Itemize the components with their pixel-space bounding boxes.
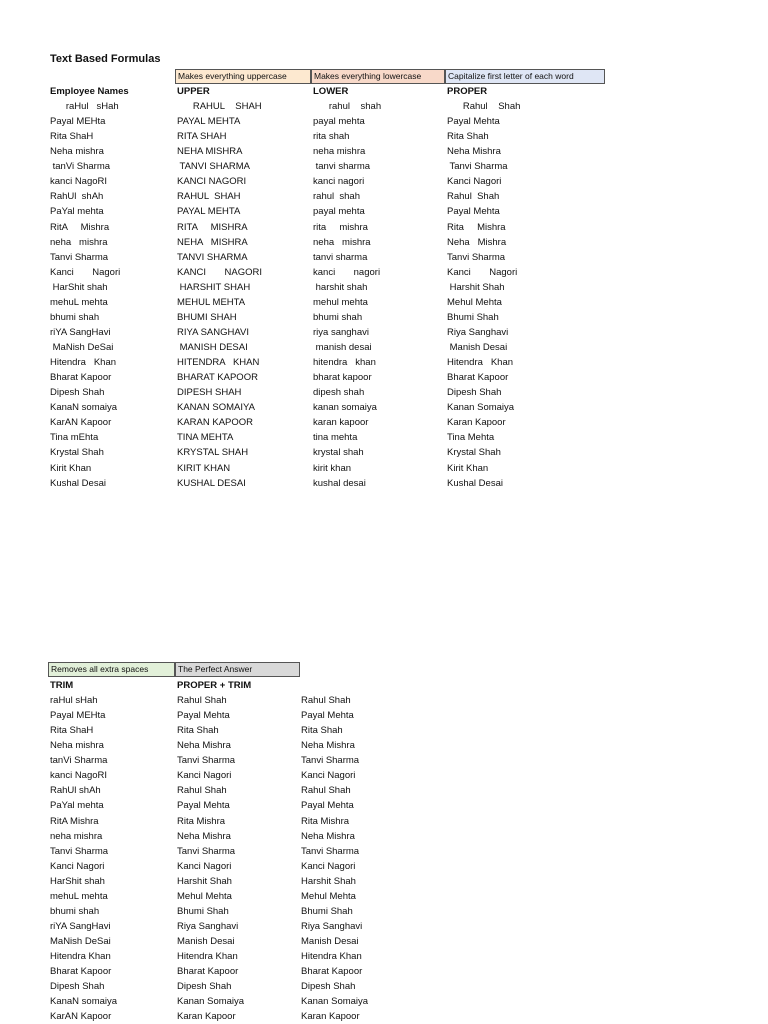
table-cell: Kanan Somaiya — [177, 996, 245, 1008]
header-employee-names: Employee Names — [50, 86, 129, 97]
table-cell: Rita Shah — [177, 725, 219, 737]
table-cell: BHARAT KAPOOR — [177, 372, 258, 384]
table-cell: Bharat Kapoor — [447, 372, 509, 384]
table-cell: RAHUL SHAH — [177, 191, 241, 203]
table-cell: Dipesh Shah — [177, 981, 232, 993]
table-cell: riYA SangHavi — [50, 920, 111, 932]
table-cell: tanvi sharma — [313, 161, 371, 173]
table-cell: Riya Sanghavi — [301, 920, 363, 932]
table-cell: Hitendra Khan — [50, 357, 117, 369]
table-cell: Rahul Shah — [301, 785, 351, 797]
table-cell: KANCI NAGORI — [177, 176, 247, 188]
page-title: Text Based Formulas — [50, 53, 161, 65]
table-cell: Bhumi Shah — [301, 905, 353, 917]
table-cell: Tanvi Sharma — [301, 845, 360, 857]
table-cell: kanan somaiya — [313, 402, 377, 414]
table-cell: Bhumi Shah — [177, 905, 229, 917]
table-cell: NEHA MISHRA — [177, 236, 248, 248]
table-cell: Manish Desai — [177, 936, 235, 947]
table-cell: Payal Mehta — [447, 206, 500, 218]
table-cell: Hitendra Khan — [301, 951, 362, 963]
table-cell: Neha mishra — [50, 146, 104, 158]
table-cell: Rita Shah — [447, 131, 489, 143]
table-cell: Payal MEHta — [50, 116, 106, 128]
table-cell: harshit shah — [313, 281, 368, 293]
table-cell: Neha Mishra — [447, 236, 507, 248]
table-cell: TINA MEHTA — [177, 432, 234, 444]
table-cell: Rita Mishra — [447, 221, 506, 233]
table-cell: RahUl shAh — [50, 785, 101, 797]
table-cell: rahul shah — [313, 101, 382, 112]
table-cell: Manish Desai — [447, 342, 508, 353]
table-cell: PAYAL MEHTA — [177, 206, 241, 218]
table-cell: Kanci Nagori — [177, 770, 232, 782]
table-cell: HarShit shah — [50, 281, 108, 293]
table-cell: Neha Mishra — [177, 830, 231, 842]
table-cell: Bharat Kapoor — [301, 966, 363, 978]
table-cell: tina mehta — [313, 432, 358, 444]
table-cell: HarShit shah — [50, 875, 105, 887]
table-cell: krystal shah — [313, 447, 364, 459]
header-proper-trim: PROPER + TRIM — [177, 680, 252, 691]
names-column — [50, 99, 174, 491]
table-cell: KanaN somaiya — [50, 996, 118, 1008]
table-cell: neha mishra — [50, 830, 103, 842]
table-cell: Karan Kapoor — [301, 1011, 360, 1023]
table-cell: Tina Mehta — [447, 432, 495, 444]
table-cell: Bhumi Shah — [447, 311, 499, 323]
table-cell: KUSHAL DESAI — [177, 477, 246, 489]
table-cell: Riya Sanghavi — [177, 920, 239, 932]
table-cell: Neha Mishra — [447, 146, 501, 158]
table-cell: Neha mishra — [50, 740, 104, 752]
table-cell: payal mehta — [313, 206, 365, 218]
table-cell: RITA MISHRA — [177, 221, 248, 233]
table-cell: RIYA SANGHAVI — [177, 326, 249, 338]
table-cell: KANCI NAGORI — [177, 266, 262, 278]
lower-column — [313, 99, 443, 491]
table-cell: rita shah — [313, 131, 350, 143]
table-cell: Harshit Shah — [301, 875, 356, 887]
table-cell: Mehul Mehta — [301, 890, 356, 902]
table-cell: Kanci Nagori — [50, 860, 105, 872]
table-cell: Bharat Kapoor — [50, 372, 112, 384]
table-cell: Kushal Desai — [50, 477, 106, 489]
table-cell: KANAN SOMAIYA — [177, 402, 255, 414]
table-cell: Karan Kapoor — [177, 1011, 236, 1023]
table-cell: Bharat Kapoor — [177, 966, 239, 978]
header-lower: LOWER — [313, 86, 349, 97]
table-cell: Rahul Shah — [447, 191, 500, 203]
table-cell: KanaN somaiya — [50, 402, 118, 414]
table-cell: Rahul Shah — [177, 785, 227, 797]
table-cell: Kanan Somaiya — [301, 996, 369, 1008]
table-cell: Kanci Nagori — [447, 176, 502, 188]
table-cell: HITENDRA KHAN — [177, 357, 260, 369]
table-cell: TANVI SHARMA — [177, 161, 251, 173]
table-cell: Payal Mehta — [301, 800, 354, 812]
table-cell: Tina mEhta — [50, 432, 99, 444]
table-cell: kanci NagoRI — [50, 176, 108, 188]
table-cell: DIPESH SHAH — [177, 387, 242, 399]
table-cell: BHUMI SHAH — [177, 311, 237, 323]
note-upper: Makes everything uppercase — [175, 69, 311, 84]
table-cell: riYA SangHavi — [50, 326, 111, 338]
table-cell: kushal desai — [313, 477, 366, 489]
table-cell: mehuL mehta — [50, 296, 108, 308]
table-cell: tanVi Sharma — [50, 161, 111, 173]
table-cell: Payal Mehta — [447, 116, 500, 128]
table-cell: Kanan Somaiya — [447, 402, 515, 414]
table-cell: Tanvi Sharma — [177, 755, 236, 767]
table-cell: MaNish DeSai — [50, 936, 111, 947]
table-cell: Bharat Kapoor — [50, 966, 112, 978]
table-cell: manish desai — [313, 342, 372, 353]
table-cell: riya sanghavi — [313, 326, 369, 338]
table-cell: Hitendra Khan — [50, 951, 111, 963]
table-cell: KRYSTAL SHAH — [177, 447, 249, 459]
table-cell: Neha Mishra — [301, 830, 355, 842]
table-cell: rahul shah — [313, 191, 361, 203]
table-cell: Kanci Nagori — [447, 266, 518, 278]
table-cell: mehuL mehta — [50, 890, 108, 902]
table-cell: KARAN KAPOOR — [177, 417, 254, 429]
table-cell: KIRIT KHAN — [177, 462, 231, 474]
table-cell: Harshit Shah — [177, 875, 232, 887]
table-cell: Kanci Nagori — [177, 860, 232, 872]
table-cell: HARSHIT SHAH — [177, 281, 251, 293]
table-cell: Hitendra Khan — [447, 357, 514, 369]
values-column — [301, 693, 421, 1024]
table-cell: kirit khan — [313, 462, 352, 474]
table-cell: neha mishra — [313, 236, 371, 248]
proper-column — [447, 99, 597, 491]
table-cell: Kanci Nagori — [301, 770, 356, 782]
table-cell: Rahul Shah — [177, 695, 227, 706]
table-cell: kanci NagoRI — [50, 770, 108, 782]
table-cell: NEHA MISHRA — [177, 146, 243, 158]
table-cell: bhumi shah — [50, 905, 100, 917]
table-cell: Mehul Mehta — [447, 296, 502, 308]
table-cell: Rahul Shah — [301, 695, 351, 706]
table-cell: tanvi sharma — [313, 251, 368, 263]
table-cell: KarAN Kapoor — [50, 1011, 112, 1023]
table-cell: neha mishra — [313, 146, 366, 158]
note-proper: Capitalize first letter of each word — [445, 69, 605, 84]
table-cell: kanci nagori — [313, 176, 365, 188]
table-cell: MaNish DeSai — [50, 342, 114, 353]
header-upper: UPPER — [177, 86, 210, 97]
table-cell: MEHUL MEHTA — [177, 296, 246, 308]
header-trim: TRIM — [50, 680, 74, 691]
table-cell: Tanvi Sharma — [447, 161, 508, 173]
table-cell: mehul mehta — [313, 296, 368, 308]
table-cell: Rita Mishra — [301, 815, 350, 827]
table-cell: Kirit Khan — [447, 462, 489, 474]
table-cell: RahUl shAh — [50, 191, 104, 203]
table-cell: Payal Mehta — [177, 710, 230, 722]
note-perfect: The Perfect Answer — [175, 662, 300, 677]
table-cell: Rita Mishra — [177, 815, 226, 827]
table-cell: Kanci Nagori — [50, 266, 121, 278]
table-cell: TANVI SHARMA — [177, 251, 248, 263]
header-proper: PROPER — [447, 86, 488, 97]
table-cell: Hitendra Khan — [177, 951, 238, 963]
table-cell: tanVi Sharma — [50, 755, 108, 767]
table-cell: Tanvi Sharma — [447, 251, 506, 263]
table-cell: Rita ShaH — [50, 725, 94, 737]
table-cell: Kanci Nagori — [301, 860, 356, 872]
table-cell: Karan Kapoor — [447, 417, 506, 429]
table-cell: Kirit Khan — [50, 462, 92, 474]
table-cell: Dipesh Shah — [301, 981, 356, 993]
table-cell: Manish Desai — [301, 936, 359, 947]
table-cell: Krystal Shah — [447, 447, 501, 459]
table-cell: Mehul Mehta — [177, 890, 232, 902]
table-cell: MANISH DESAI — [177, 342, 248, 353]
table-cell: Neha Mishra — [177, 740, 231, 752]
table-cell: raHul sHah — [50, 101, 119, 112]
table-cell: Dipesh Shah — [50, 981, 105, 993]
note-lower: Makes everything lowercase — [311, 69, 445, 84]
table-cell: kanci nagori — [313, 266, 381, 278]
table-cell: karan kapoor — [313, 417, 369, 429]
table-cell: Tanvi Sharma — [50, 845, 109, 857]
table-cell: payal mehta — [313, 116, 365, 128]
table-cell: KarAN Kapoor — [50, 417, 112, 429]
table-cell: RAHUL SHAH — [177, 101, 262, 112]
table-cell: PAYAL MEHTA — [177, 116, 241, 128]
table-cell: Payal Mehta — [177, 800, 230, 812]
table-cell: Dipesh Shah — [50, 387, 105, 399]
table-cell: Neha Mishra — [301, 740, 355, 752]
proper-trim-column — [177, 693, 297, 1024]
table-cell: Krystal Shah — [50, 447, 104, 459]
table-cell: Dipesh Shah — [447, 387, 502, 399]
table-cell: Rita Shah — [301, 725, 343, 737]
table-cell: PaYal mehta — [50, 206, 104, 218]
table-cell: bhumi shah — [50, 311, 100, 323]
table-cell: RitA Mishra — [50, 815, 99, 827]
table-cell: hitendra khan — [313, 357, 376, 369]
table-cell: bhumi shah — [313, 311, 363, 323]
trim-column — [50, 693, 174, 1024]
table-cell: RitA Mishra — [50, 221, 110, 233]
table-cell: Payal Mehta — [301, 710, 354, 722]
table-cell: neha mishra — [50, 236, 108, 248]
table-cell: Tanvi Sharma — [50, 251, 109, 263]
table-cell: Rahul Shah — [447, 101, 521, 112]
table-cell: dipesh shah — [313, 387, 365, 399]
table-cell: Tanvi Sharma — [177, 845, 236, 857]
upper-column — [177, 99, 309, 491]
table-cell: Tanvi Sharma — [301, 755, 360, 767]
table-cell: Kushal Desai — [447, 477, 503, 489]
table-cell: Harshit Shah — [447, 281, 505, 293]
table-cell: Payal MEHta — [50, 710, 106, 722]
table-cell: raHul sHah — [50, 695, 98, 706]
note-trim: Removes all extra spaces — [48, 662, 175, 677]
table-cell: RITA SHAH — [177, 131, 227, 143]
table-cell: Rita ShaH — [50, 131, 94, 143]
table-cell: rita mishra — [313, 221, 368, 233]
table-cell: PaYal mehta — [50, 800, 104, 812]
table-cell: Riya Sanghavi — [447, 326, 509, 338]
table-cell: bharat kapoor — [313, 372, 372, 384]
